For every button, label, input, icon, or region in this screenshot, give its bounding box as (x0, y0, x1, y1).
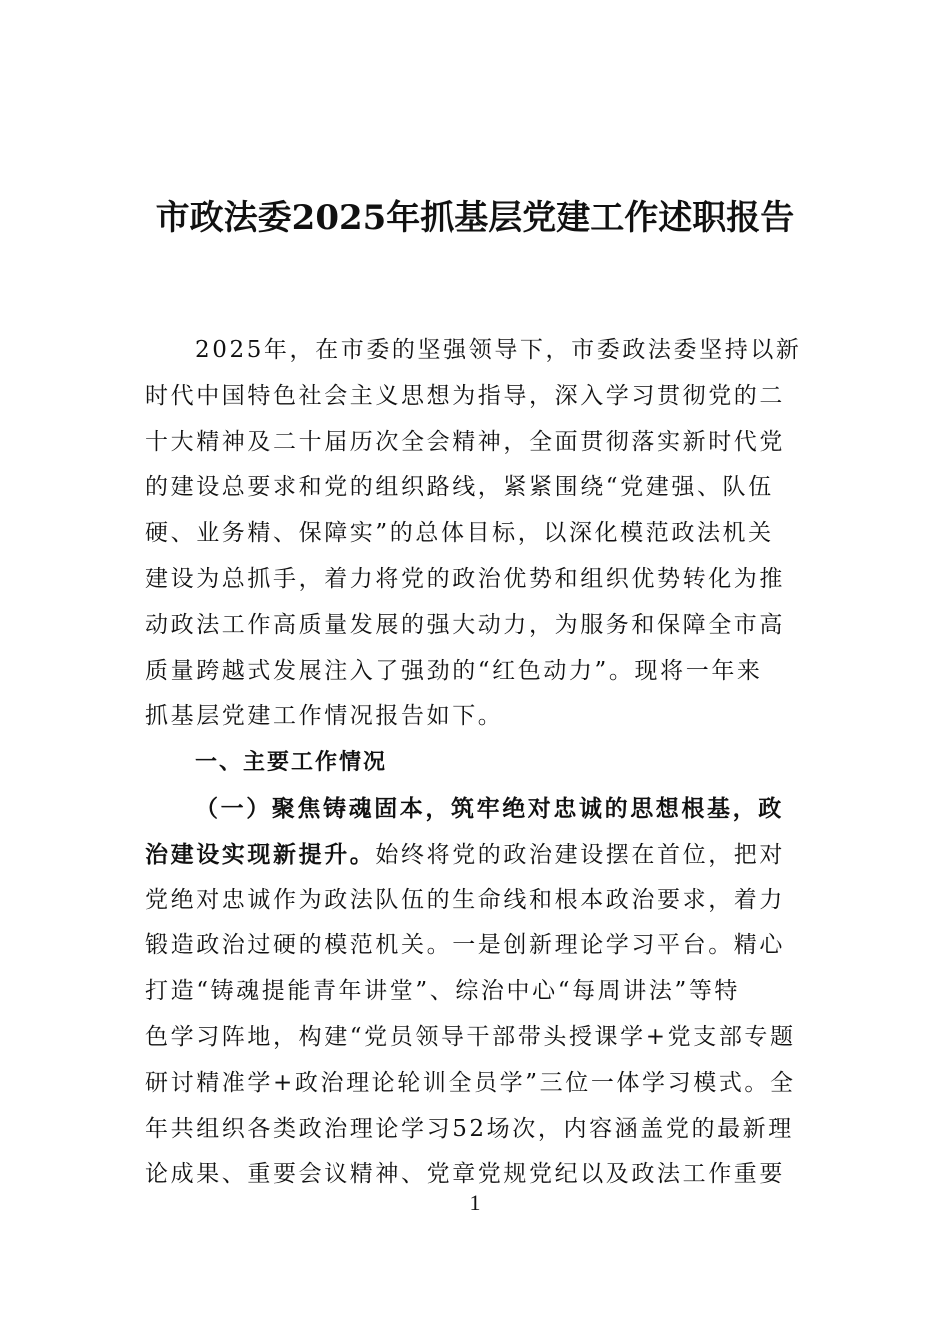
paragraph-line: 硬、业务精、保障实”的总体目标，以深化模范政法机关 (145, 520, 774, 547)
paragraph-line: 的建设总要求和党的组织路线，紧紧围绕“党建强、队伍 (145, 474, 774, 501)
paragraph-line: 质量跨越式发展注入了强劲的“红色动力”。现将一年来 (145, 657, 763, 684)
document-body (145, 328, 805, 1198)
paragraph-line-rest: 始终将党的政治建设摆在首位，把对 (375, 841, 786, 868)
paragraph-line: 打造“铸魂提能青年讲堂”、综治中心“每周讲法”等特 (145, 978, 741, 1005)
paragraph-line: 建设为总抓手，着力将党的政治优势和组织优势转化为推 (145, 565, 785, 592)
paragraph-line: 研讨精准学+政治理论轮训全员学”三位一体学习模式。全 (145, 1069, 796, 1096)
paragraph-line: 锻造政治过硬的模范机关。一是创新理论学习平台。精心 (145, 932, 785, 959)
paragraph-line: 2025年，在市委的坚强领导下，市委政法委坚持以新 (195, 337, 802, 363)
document-title: 市政法委2025年抓基层党建工作述职报告 (155, 198, 795, 238)
section-heading: 一、主要工作情况 (195, 750, 388, 776)
paragraph-line: 党绝对忠诚作为政法队伍的生命线和根本政治要求，着力 (145, 886, 785, 913)
paragraph-line: 色学习阵地，构建“党员领导干部带头授课学+党支部专题 (145, 1023, 796, 1050)
paragraph-line: 抓基层党建工作情况报告如下。 (145, 703, 504, 730)
subsection-heading-tail: 治建设实现新提升。 (145, 840, 376, 868)
paragraph-line: 年共组织各类政治理论学习52场次，内容涵盖党的最新理 (145, 1115, 794, 1142)
page-number: 1 (469, 1190, 481, 1215)
paragraph-line: 论成果、重要会议精神、党章党规党纪以及政法工作重要 (145, 1161, 785, 1188)
paragraph-line: 时代中国特色社会主义思想为指导，深入学习贯彻党的二 (145, 382, 785, 409)
paragraph-line: 动政法工作高质量发展的强大动力，为服务和保障全市高 (145, 611, 785, 638)
paragraph-line: 十大精神及二十届历次全会精神，全面贯彻落实新时代党 (145, 428, 785, 455)
subsection-heading-line: （一）聚焦铸魂固本，筑牢绝对忠诚的思想根基，政 (195, 794, 784, 822)
paragraph-line (145, 832, 805, 878)
